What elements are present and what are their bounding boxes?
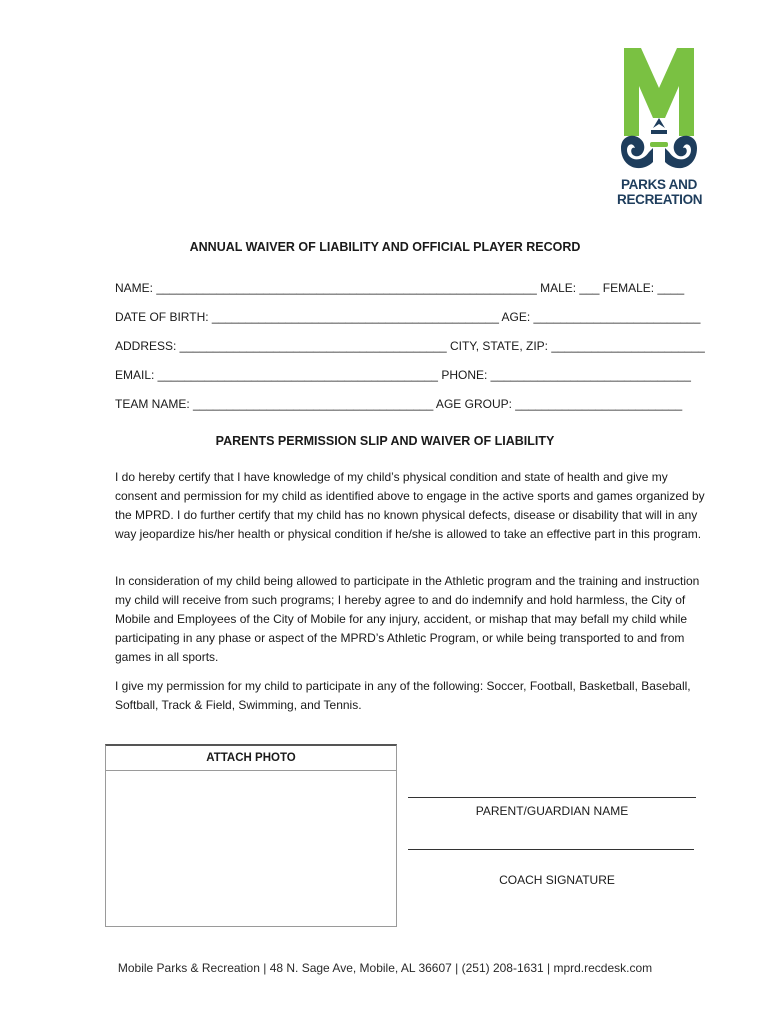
coach-signature-line[interactable] [408,849,694,850]
permission-paragraph: I give my permission for my child to participate in any of the following: Soccer, Football, Basketball, Baseball, Softball, Track & Field, Swimming, and Tennis. [115,679,691,712]
section-title: PARENTS PERMISSION SLIP AND WAIVER OF LIABILITY [215,434,555,448]
logo-text-line1: PARKS AND [620,177,698,192]
address-city-field[interactable]: ADDRESS: ________________________________________ CITY, STATE, ZIP: _______________________ [115,339,705,353]
logo-text-line2: RECREATION [617,192,703,207]
coach-signature-label: COACH SIGNATURE [499,873,615,887]
certification-paragraph: I do hereby certify that I have knowledge of my child’s physical condition and state of health and give my consent and permission for my child as identified above to engage in the active sports and games organized by the MPRD. I do further certify that my child has no known physical defects, disease or disability that will in any way jeopardize his/her health or physical condition if he/she is allowed to take an effective part in this program. [115,470,705,541]
parent-signature-label: PARENT/GUARDIAN NAME [475,804,629,818]
attach-photo-label: ATTACH PHOTO [106,746,396,771]
email-phone-field[interactable]: EMAIL: __________________________________________ PHONE: ______________________________ [115,368,691,382]
dob-age-field[interactable]: DATE OF BIRTH: ___________________________________________ AGE: _________________________ [115,310,701,324]
parent-signature-line[interactable] [408,797,696,798]
logo-m-mark [617,44,701,174]
team-agegroup-field[interactable]: TEAM NAME: ____________________________________ AGE GROUP: _________________________ [115,397,683,411]
indemnity-paragraph: In consideration of my child being allowed to participate in the Athletic program and the training and instruction my child will receive from such programs; I hereby agree to and do indemnify and hold harmless, the City of Mobile and Employees of the City of Mobile for any injury, accident, or mishap that may befall my child while participating in any phase or aspect of the MPRD’s Athletic Program, or while being transported to and from games in all sports. [115,574,700,664]
page-title: ANNUAL WAIVER OF LIABILITY AND OFFICIAL PLAYER RECORD [189,240,581,254]
footer-contact: Mobile Parks & Recreation | 48 N. Sage Ave, Mobile, AL 36607 | (251) 208-1631 | mprd.recdesk.com [117,961,653,975]
logo-text [617,177,701,207]
name-gender-field[interactable]: NAME: _________________________________________________________ MALE: ___ FEMALE: ____ [115,281,685,295]
attach-photo-box[interactable] [105,744,397,927]
